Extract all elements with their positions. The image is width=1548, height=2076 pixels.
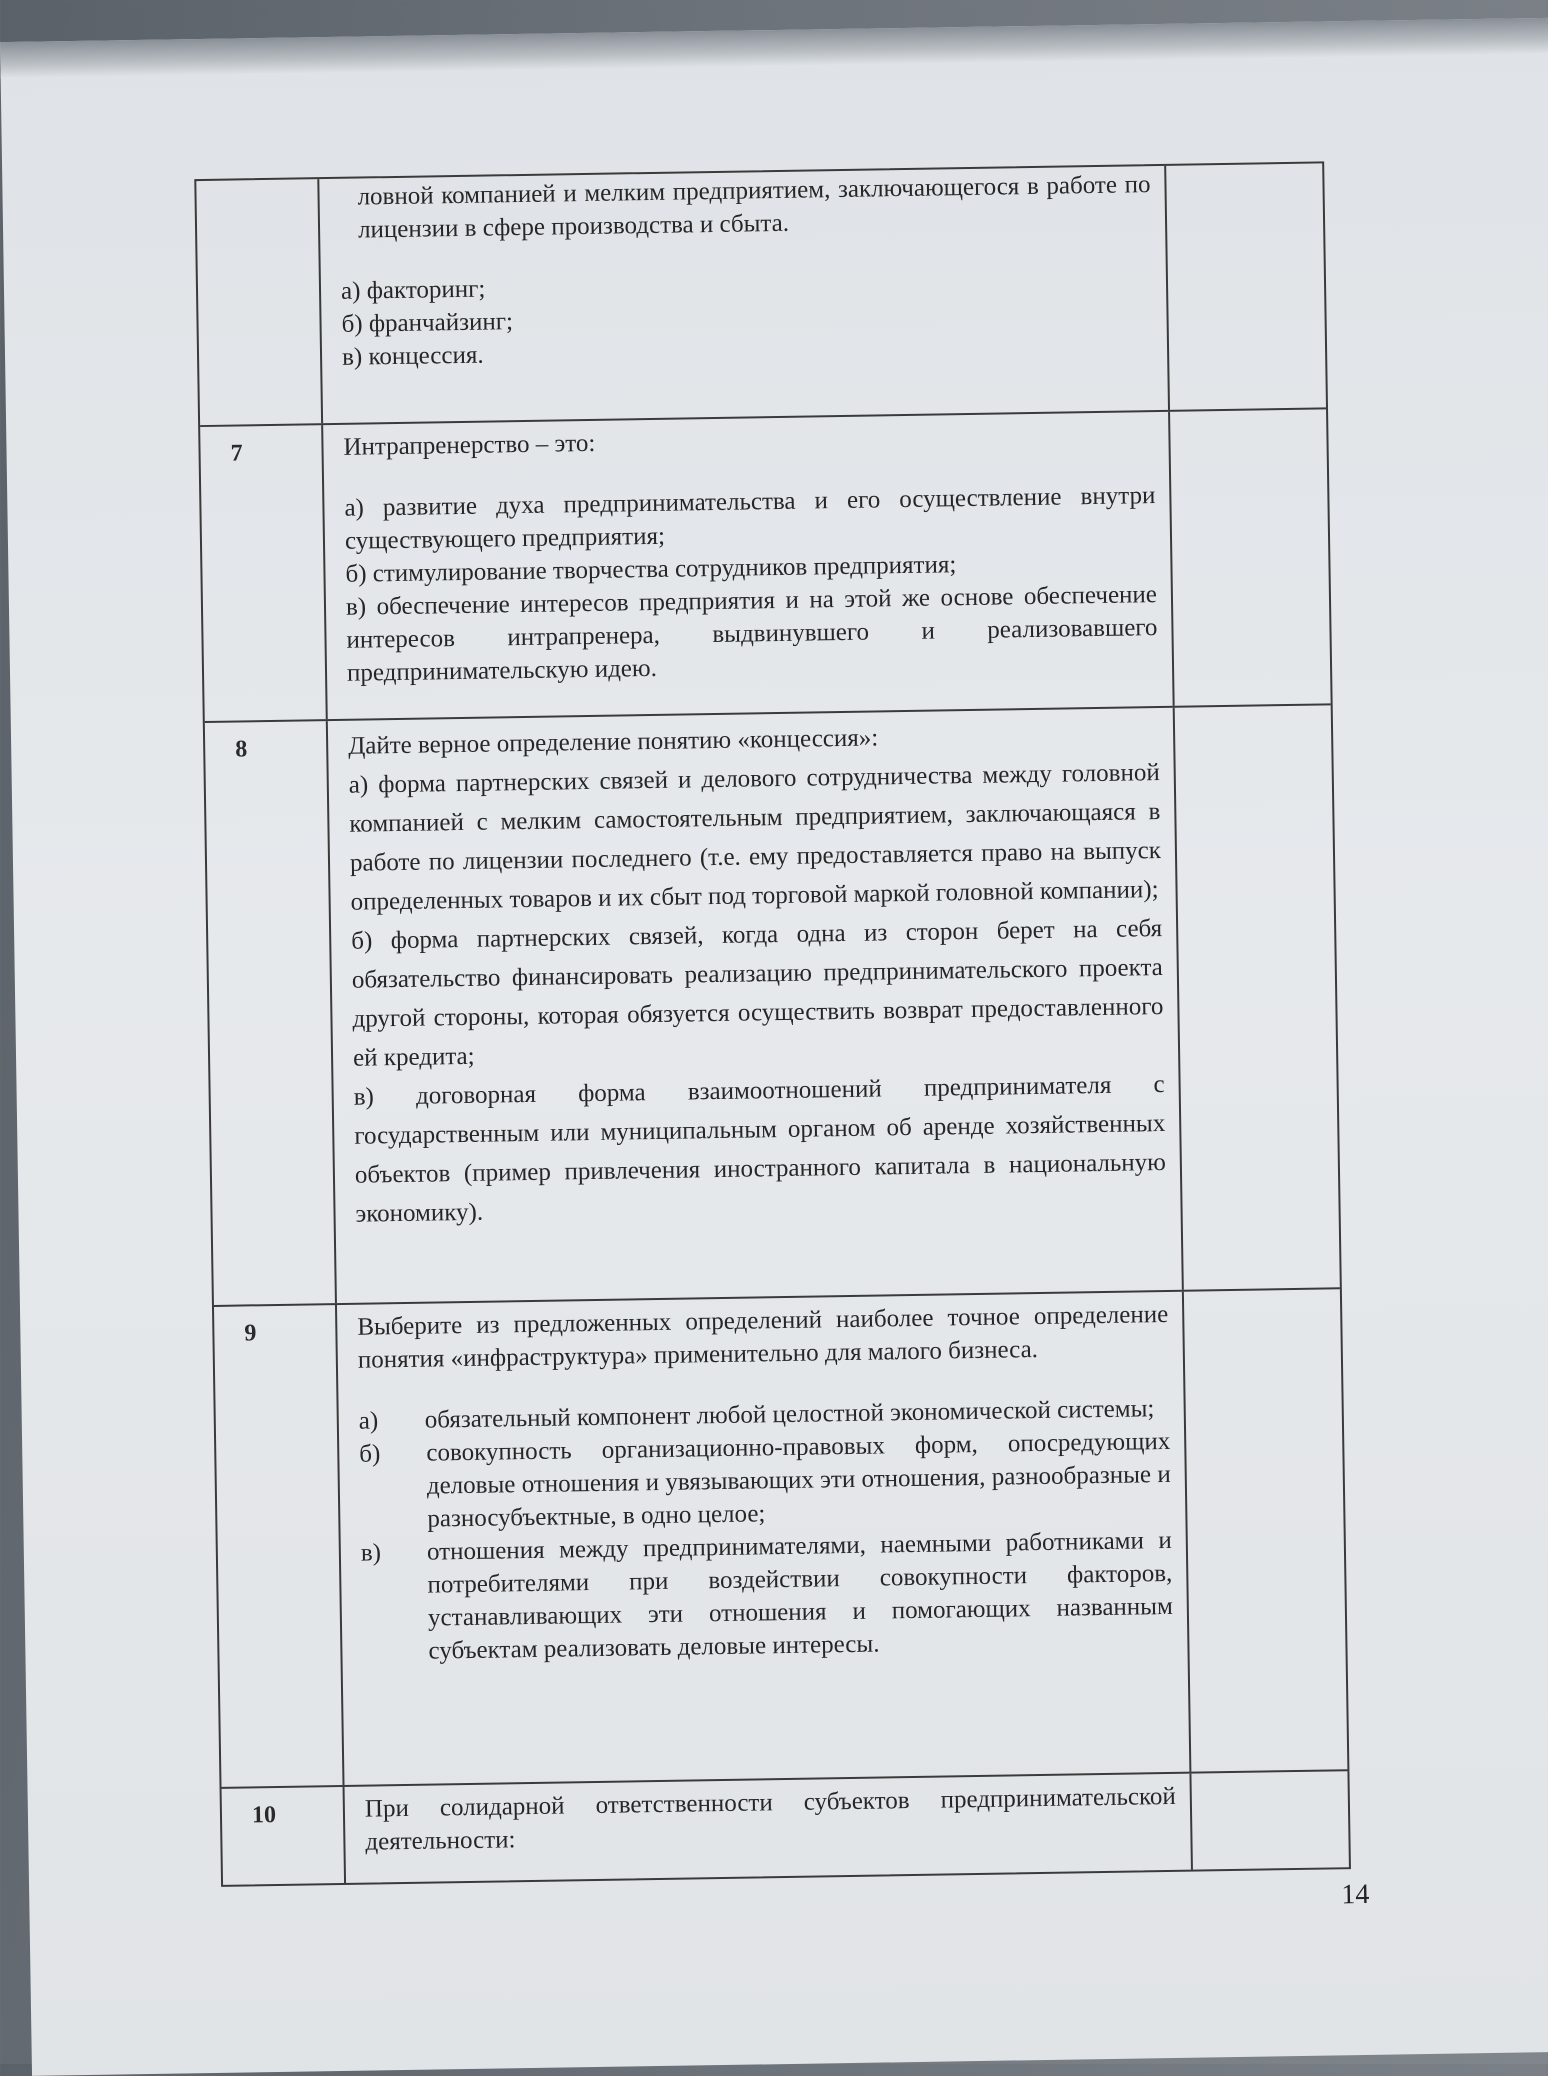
option-label: в)	[360, 1539, 382, 1567]
answer-option-b: б) франчайзинг;	[341, 308, 514, 338]
answer-option-a: а) форма партнерских связей и делового сотрудничества между головной компанией с мелким самостоятельным предприятием, заключающаяся в работе по лицензии последнего (т.е. ему предоставляется право на выпуск определенных товаров и их сбыт под торговой маркой головной компании);	[348, 759, 1162, 916]
paper-sheet	[0, 18, 1548, 2076]
question-cell	[337, 1292, 1189, 1785]
answer-option-a: а) факторинг;	[340, 275, 486, 305]
answer-cell[interactable]	[1173, 705, 1340, 1289]
question-number: 9	[214, 1305, 345, 1787]
question-number	[196, 179, 323, 425]
answer-option-c: в) договорная форма взаимоотношений предпринимателя с государственным или муниципальным органом об аренде хозяйственных объектов (пример привлечения иностранного капитала в национальную экономику).	[353, 1070, 1167, 1228]
answer-cell[interactable]	[1189, 1771, 1348, 1869]
question-text: ловной компанией и мелким предприятием, заключающегося в работе по лицензии в сфере производства и сбыта.	[357, 171, 1151, 244]
option-text: отношения между предпринимателями, наемными работниками и потребителями при воздействии совокупности факторов, устанавливающих эти отношения и помогающих названным субъектам реализовать деловые интересы.	[426, 1526, 1174, 1665]
answer-cell[interactable]	[1164, 163, 1326, 409]
question-number: 10	[222, 1787, 346, 1885]
answer-option-c: в) обеспечение интересов предприятия и на этой же основе обеспечение интересов интрапренера, выдвинувшего и реализовавшего предпринимательскую идею.	[345, 581, 1158, 687]
table-row	[214, 1287, 1347, 1787]
question-cell	[323, 412, 1173, 719]
answer-cell[interactable]	[1182, 1289, 1348, 1771]
question-number: 8	[205, 721, 337, 1305]
question-text: Дайте верное определение понятию «концессия»:	[347, 724, 879, 760]
question-cell	[345, 1774, 1191, 1883]
answer-option-b: б) стимулирование творчества сотрудников предприятия;	[345, 551, 957, 588]
question-text: Выберите из предложенных определений наиболее точное определение понятия «инфраструктура» применительно для малого бизнеса.	[357, 1300, 1169, 1374]
answer-cell[interactable]	[1168, 409, 1331, 705]
table-row	[200, 407, 1331, 721]
option-label: а)	[358, 1407, 379, 1435]
answer-option-c	[361, 1524, 1174, 1669]
answer-option-c: в) концессия.	[341, 341, 484, 371]
option-label: б)	[359, 1440, 381, 1468]
question-cell	[319, 166, 1168, 423]
answer-option-b	[359, 1425, 1171, 1537]
question-cell	[328, 708, 1182, 1303]
question-table	[194, 161, 1351, 1887]
table-row	[196, 163, 1326, 425]
answer-option-b: б) форма партнерских связей, когда одна из сторон берет на себя обязательство финансировать реализацию предпринимательского проекта другой стороны, которая обязуется осуществить возврат предоставленного ей кредита;	[351, 915, 1164, 1072]
option-text: обязательный компонент любой целостной экономической системы;	[424, 1395, 1155, 1434]
page-number: 14	[1341, 1878, 1370, 1911]
question-text: При солидарной ответственности субъектов предпринимательской деятельности:	[364, 1782, 1177, 1856]
question-number: 7	[200, 425, 328, 721]
question-text: Интрапренерство – это:	[343, 429, 596, 461]
torn-paper-edge	[0, 18, 1548, 78]
table-row	[222, 1769, 1349, 1885]
table-row	[205, 703, 1340, 1305]
answer-option-a: а) развитие духа предпринимательства и его осуществление внутри существующего предприятия;	[344, 482, 1156, 555]
option-text: совокупность организационно-правовых форм, опосредующих деловые отношения и увязывающих эти отношения, разнообразные и разносубъектные, в одно целое;	[426, 1427, 1171, 1533]
